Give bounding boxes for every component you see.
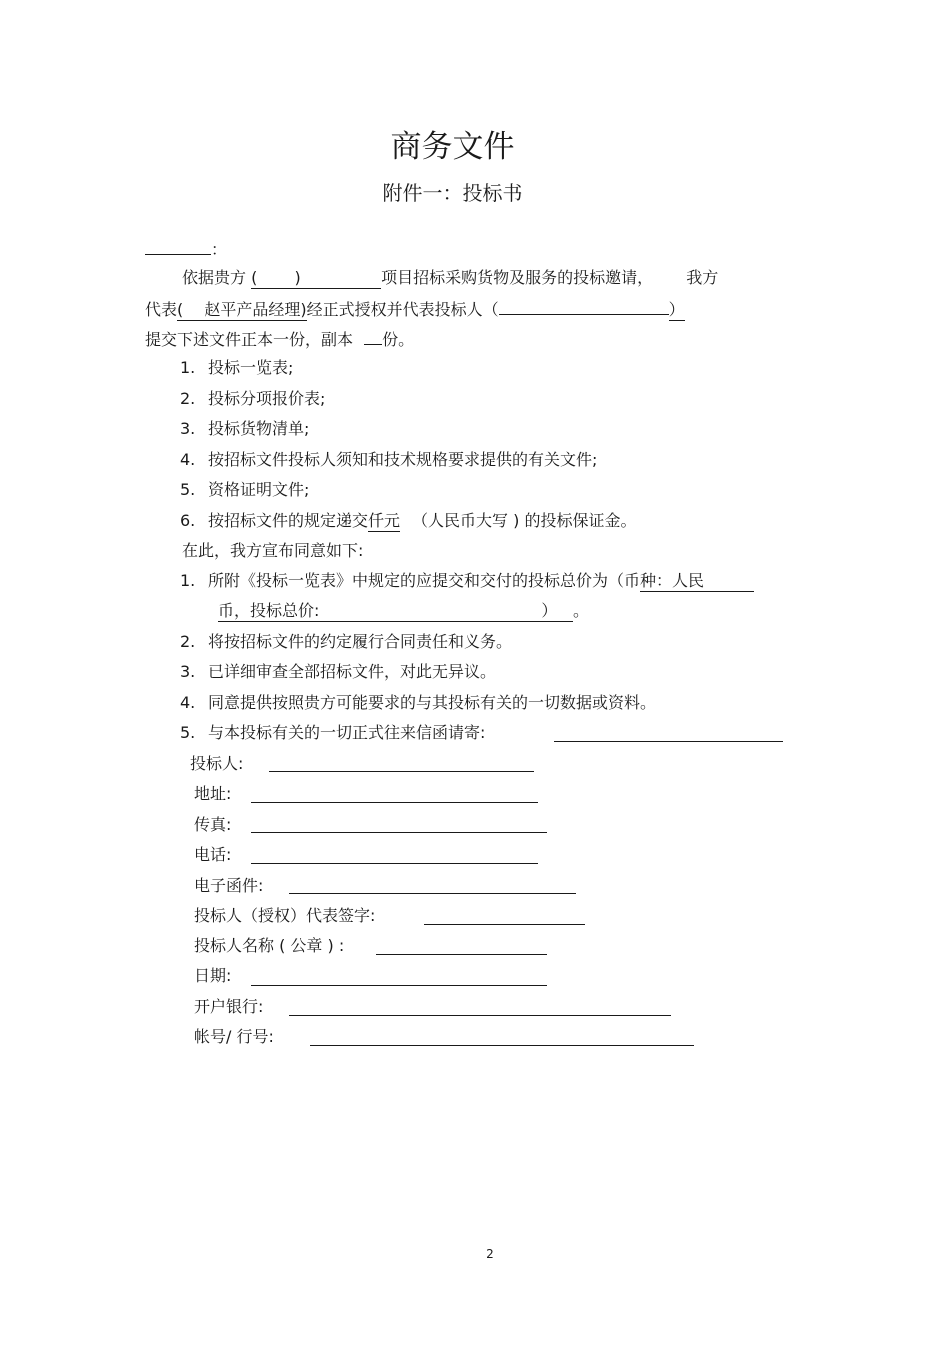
item-number: 4.: [180, 693, 196, 712]
field-label: 电子函件:: [194, 876, 264, 895]
item-number: 6.: [180, 511, 196, 530]
deposit-amount-blank[interactable]: 仟元: [368, 511, 401, 530]
intro-line-3: [145, 328, 414, 350]
item-number: 3.: [180, 662, 196, 681]
field-label: 帐号/ 行号:: [194, 1027, 274, 1046]
item-text: 按招标文件的规定递交: [208, 511, 369, 530]
copies-blank[interactable]: [364, 328, 382, 345]
item-text: 按招标文件投标人须知和技术规格要求提供的有关文件;: [208, 450, 598, 469]
item-number: 2.: [180, 389, 196, 408]
field-label: 日期:: [194, 966, 232, 985]
intro-text: 代表: [145, 300, 178, 319]
declaration-item-cont: [218, 601, 589, 622]
document-item: [180, 389, 325, 409]
document-item: [180, 358, 293, 378]
field-label: 投标人:: [190, 754, 244, 773]
representative-blank[interactable]: [177, 300, 307, 321]
project-name-blank[interactable]: [251, 268, 381, 289]
document-item: [180, 419, 309, 439]
date-field[interactable]: [251, 985, 547, 986]
item-number: 1.: [180, 358, 196, 377]
intro-text: 项目招标采购货物及服务的投标邀请，: [381, 268, 654, 287]
bank-field[interactable]: [289, 1015, 671, 1016]
representative-name: ( 赵平产品经理): [177, 300, 307, 319]
field-label: 投标人（授权）代表签字:: [194, 906, 376, 925]
intro-text: 提交下述文件正本一份，副本: [145, 330, 354, 349]
declaration-item: [180, 662, 496, 682]
item-text: 投标货物清单;: [208, 419, 310, 438]
phone-field[interactable]: [251, 863, 538, 864]
field-label: 地址:: [194, 784, 232, 803]
item-text: （人民币大写 ) 的投标保证金。: [412, 511, 637, 530]
mailing-address-blank[interactable]: [554, 741, 783, 742]
item-text: 币，投标总价:: [218, 601, 320, 620]
bidder-name-blank[interactable]: [499, 298, 669, 315]
item-text: 与本投标有关的一切正式往来信函请寄:: [208, 723, 486, 742]
declaration-item: [180, 693, 656, 713]
intro-text: 经正式授权并代表投标人（: [306, 300, 499, 319]
intro-text: 依据贵方: [182, 268, 247, 287]
addressee-line: [145, 238, 227, 260]
period: 。: [573, 601, 590, 620]
document-item: [180, 480, 309, 500]
field-label: 投标人名称 ( 公章 ) :: [194, 936, 345, 955]
item-text: 将按招标文件的约定履行合同责任和义务。: [208, 632, 513, 651]
item-text: 资格证明文件;: [208, 480, 310, 499]
field-label: 开户银行:: [194, 997, 264, 1016]
bidder-field[interactable]: [269, 771, 534, 772]
item-number: 5.: [180, 723, 196, 742]
intro-line-2: [145, 298, 685, 321]
intro-line-1: [182, 268, 718, 289]
paren-close: ）: [668, 300, 685, 319]
document-item: [180, 511, 636, 532]
fax-field[interactable]: [251, 832, 547, 833]
declaration-item: [180, 632, 512, 652]
item-text: 投标一览表;: [208, 358, 294, 377]
declaration-item: [180, 723, 485, 743]
item-number: 1.: [180, 571, 196, 590]
signature-field[interactable]: [424, 924, 585, 925]
account-field[interactable]: [310, 1045, 694, 1046]
paren-close: ）: [541, 601, 558, 620]
addressee-colon: ：: [211, 240, 228, 259]
intro-text: 份。: [382, 330, 415, 349]
document-title: 商务文件: [390, 129, 515, 165]
project-paren: ( ): [251, 268, 301, 287]
item-text: 同意提供按照贵方可能要求的与其投标有关的一切数据或资料。: [208, 693, 657, 712]
item-number: 2.: [180, 632, 196, 651]
currency-text: 种：人民: [640, 571, 705, 590]
page-number: 2: [486, 1247, 494, 1261]
declaration-heading: 在此，我方宣布同意如下:: [182, 541, 364, 560]
addressee-blank[interactable]: [145, 238, 211, 255]
address-field[interactable]: [251, 802, 538, 803]
item-text: 所附《投标一览表》中规定的应提交和交付的投标总价为（币: [208, 571, 641, 590]
document-item: [180, 450, 597, 470]
currency-blank[interactable]: [640, 571, 754, 592]
total-price-blank[interactable]: [218, 601, 573, 622]
email-field[interactable]: [289, 893, 576, 894]
item-number: 5.: [180, 480, 196, 499]
item-number: 3.: [180, 419, 196, 438]
item-number: 4.: [180, 450, 196, 469]
company-seal-field[interactable]: [376, 954, 547, 955]
field-label: 电话:: [194, 845, 232, 864]
field-label: 传真:: [194, 815, 232, 834]
declaration-item: [180, 571, 754, 592]
document-subtitle: 附件一：投标书: [382, 181, 523, 205]
item-text: 已详细审查全部招标文件，对此无异议。: [208, 662, 497, 681]
intro-text: 我方: [686, 268, 719, 287]
item-text: 投标分项报价表;: [208, 389, 326, 408]
